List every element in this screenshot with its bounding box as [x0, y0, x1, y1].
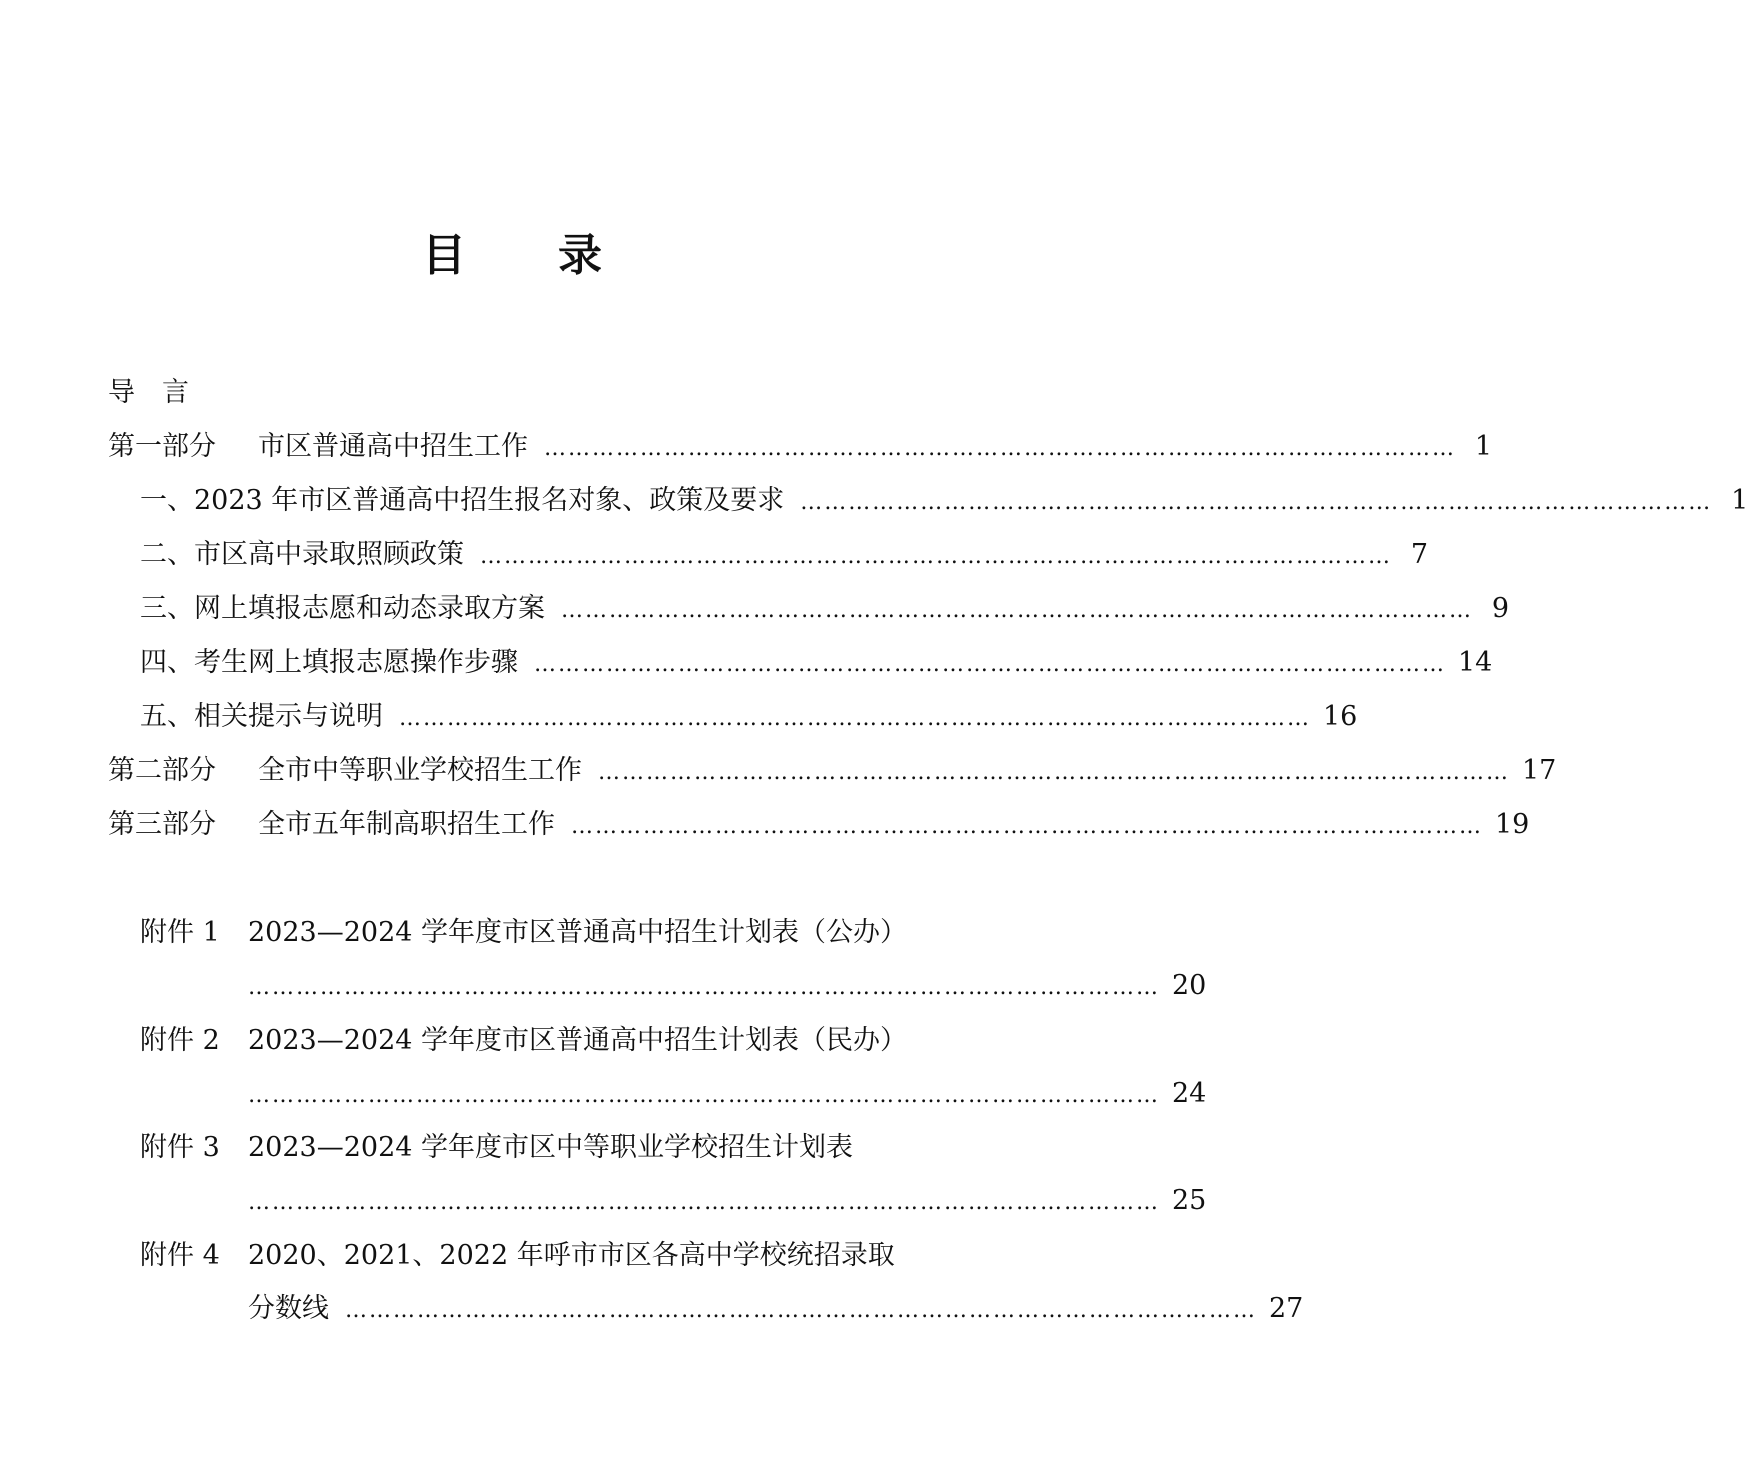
- dot-leader: ……………………………………………………………………………………………………: [248, 1083, 1160, 1108]
- annex-1-title[interactable]: 2023—2024 学年度市区普通高中招生计划表（公办）: [248, 917, 908, 948]
- annex-2-title[interactable]: 2023—2024 学年度市区普通高中招生计划表（民办）: [248, 1025, 908, 1056]
- toc-annex-1[interactable]: [248, 966, 1207, 1006]
- dot-leader: ……………………………………………………………………………………………………: [598, 760, 1510, 785]
- annex-2-tag: 附件 2: [140, 1025, 220, 1056]
- page-number: 7: [1410, 539, 1428, 570]
- toc-section-1-1[interactable]: 一、2023 年市区普通高中招生报名对象、政策及要求 …………………………………………………………………………………………………… 1: [140, 481, 914, 521]
- page-number: 25: [1172, 1185, 1207, 1216]
- dot-leader: ……………………………………………………………………………………………………: [544, 436, 1456, 461]
- toc-section-1-3[interactable]: 三、网上填报志愿和动态录取方案 …………………………………………………………………………………………………… 9: [140, 589, 914, 629]
- dot-leader: ……………………………………………………………………………………………………: [561, 598, 1473, 623]
- page-number: 14: [1458, 647, 1493, 678]
- page-number: 1: [1474, 431, 1492, 462]
- page-number: 9: [1491, 593, 1509, 624]
- page-number: 19: [1495, 809, 1530, 840]
- page-title: 目 录: [422, 230, 602, 281]
- toc-part-2[interactable]: 第二部分 全市中等职业学校招生工作 …………………………………………………………………………………………………… 17: [108, 751, 914, 791]
- dot-leader: ……………………………………………………………………………………………………: [248, 1190, 1160, 1215]
- dot-leader: ……………………………………………………………………………………………………: [800, 490, 1713, 515]
- dot-leader: ……………………………………………………………………………………………………: [534, 652, 1446, 677]
- page-number: 20: [1172, 970, 1207, 1001]
- dot-leader: ……………………………………………………………………………………………………: [571, 814, 1483, 839]
- annex-4-tag: 附件 4: [140, 1240, 220, 1271]
- toc-part-1[interactable]: 第一部分 市区普通高中招生工作 …………………………………………………………………………………………………… 1: [108, 427, 914, 467]
- dot-leader: ……………………………………………………………………………………………………: [399, 706, 1311, 731]
- toc-intro[interactable]: 导 言: [108, 377, 189, 408]
- page-number: 24: [1172, 1078, 1207, 1109]
- page-number: 17: [1522, 755, 1557, 786]
- dot-leader: ……………………………………………………………………………………………………: [248, 975, 1160, 1000]
- annex-4-title[interactable]: 2020、2021、2022 年呼市市区各高中学校统招录取: [248, 1240, 895, 1271]
- toc-annex-4[interactable]: 分数线 …………………………………………………………………………………………………… 27: [248, 1289, 914, 1329]
- page-number: 1: [1731, 485, 1748, 516]
- toc-annex-2[interactable]: [248, 1074, 1207, 1114]
- toc-section-1-2[interactable]: 二、市区高中录取照顾政策 …………………………………………………………………………………………………… 7: [140, 535, 914, 575]
- toc-section-1-5[interactable]: 五、相关提示与说明 …………………………………………………………………………………………………… 16: [140, 697, 914, 737]
- annex-3-title[interactable]: 2023—2024 学年度市区中等职业学校招生计划表: [248, 1132, 854, 1163]
- annex-1-tag: 附件 1: [140, 917, 220, 948]
- annex-3-tag: 附件 3: [140, 1132, 220, 1163]
- page-number: 27: [1269, 1293, 1304, 1324]
- toc-part-3[interactable]: 第三部分 全市五年制高职招生工作 …………………………………………………………………………………………………… 19: [108, 805, 914, 845]
- page-number: 16: [1323, 701, 1358, 732]
- dot-leader: ……………………………………………………………………………………………………: [480, 544, 1392, 569]
- dot-leader: ……………………………………………………………………………………………………: [345, 1298, 1257, 1323]
- toc-section-1-4[interactable]: 四、考生网上填报志愿操作步骤 …………………………………………………………………………………………………… 14: [140, 643, 914, 683]
- toc-annex-3[interactable]: [248, 1181, 1207, 1221]
